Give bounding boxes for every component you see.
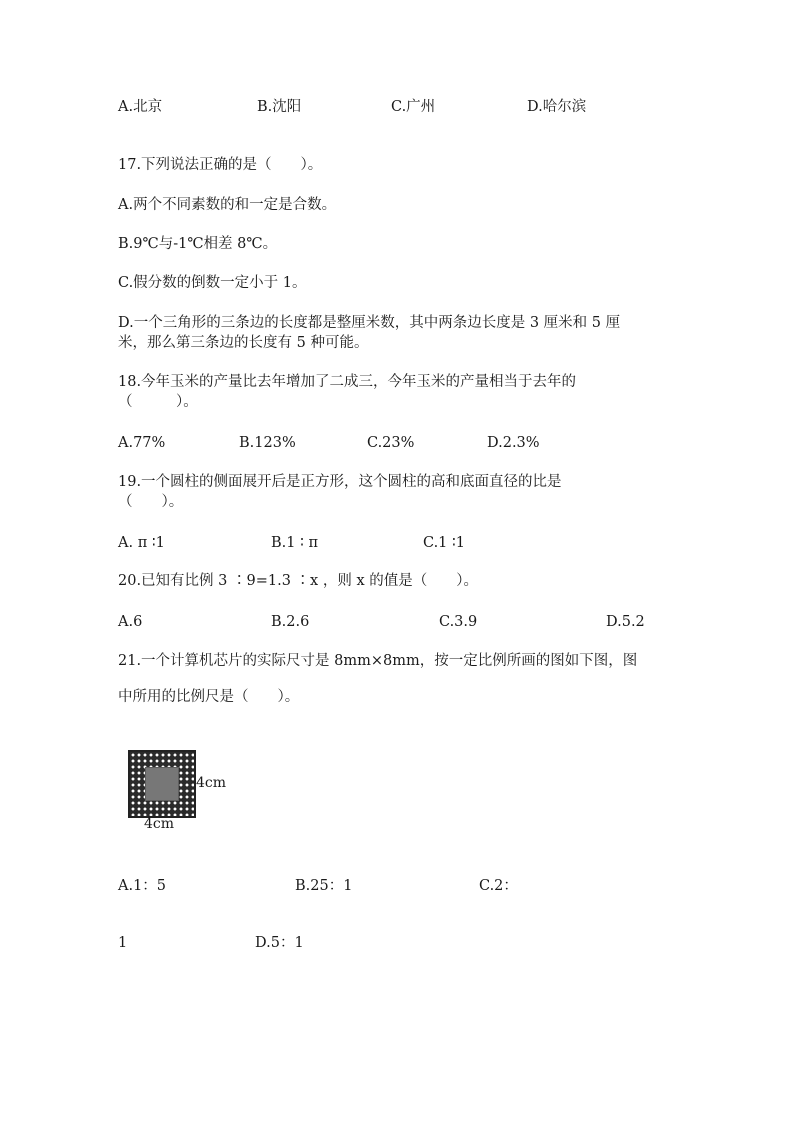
q20-option-b: B.2.6 — [271, 614, 310, 630]
q17-option-d-line2: 米，那么第三条边的长度有 5 种可能。 — [118, 335, 369, 351]
q18-option-c: C.23% — [367, 435, 415, 451]
q21-option-d: D.5：1 — [255, 935, 304, 951]
q17-option-a: A.两个不同素数的和一定是合数。 — [118, 197, 337, 213]
q16-option-a: A.北京 — [118, 99, 163, 115]
q19-stem-line1: 19.一个圆柱的侧面展开后是正方形，这个圆柱的高和底面直径的比是 — [118, 474, 562, 490]
q20-option-c: C.3.9 — [439, 614, 478, 630]
q19-option-b: B.1 ∶ π — [271, 535, 319, 551]
q21-option-c-continuation: 1 — [118, 935, 128, 951]
q18-option-b: B.123% — [239, 435, 296, 451]
q20-option-a: A.6 — [118, 614, 143, 630]
q18-stem-line1: 18.今年玉米的产量比去年增加了二成三，今年玉米的产量相当于去年的 — [118, 374, 577, 390]
q21-stem-line2: 中所用的比例尺是（ ）。 — [118, 689, 300, 705]
chip-outline-square — [128, 750, 196, 818]
q17-stem: 17.下列说法正确的是（ ）。 — [118, 157, 323, 173]
q21-option-a: A.1：5 — [118, 878, 167, 894]
q20-stem: 20.已知有比例 3 ∶9=1.3 ∶x ，则 x 的值是（ ）。 — [118, 573, 478, 589]
q17-option-b: B.9℃与-1℃相差 8℃。 — [118, 236, 278, 252]
q18-stem-line2: （ ）。 — [118, 394, 198, 410]
q16-option-d: D.哈尔滨 — [527, 99, 587, 115]
q18-option-d: D.2.3% — [487, 435, 540, 451]
q19-stem-line2: （ ）。 — [118, 494, 184, 510]
q19-option-a: A. π ∶1 — [118, 535, 165, 551]
q20-option-d: D.5.2 — [606, 614, 645, 630]
chip-figure — [120, 742, 240, 842]
q17-option-c: C.假分数的倒数一定小于 1。 — [118, 275, 307, 291]
q21-stem-line1: 21.一个计算机芯片的实际尺寸是 8mm×8mm，按一定比例所画的图如下图，图 — [118, 653, 638, 669]
q19-option-c: C.1 ∶1 — [423, 535, 466, 551]
q17-option-d-line1: D.一个三角形的三条边的长度都是整厘米数，其中两条边长度是 3 厘米和 5 厘 — [118, 315, 621, 331]
q21-option-c: C.2： — [479, 878, 518, 894]
chip-side-label: 4cm — [196, 775, 227, 791]
q16-option-c: C.广州 — [391, 99, 436, 115]
chip-core-square — [145, 767, 179, 801]
q18-option-a: A.77% — [118, 435, 166, 451]
q21-option-b: B.25：1 — [295, 878, 353, 894]
chip-bottom-label: 4cm — [144, 816, 175, 832]
q16-option-b: B.沈阳 — [257, 99, 302, 115]
